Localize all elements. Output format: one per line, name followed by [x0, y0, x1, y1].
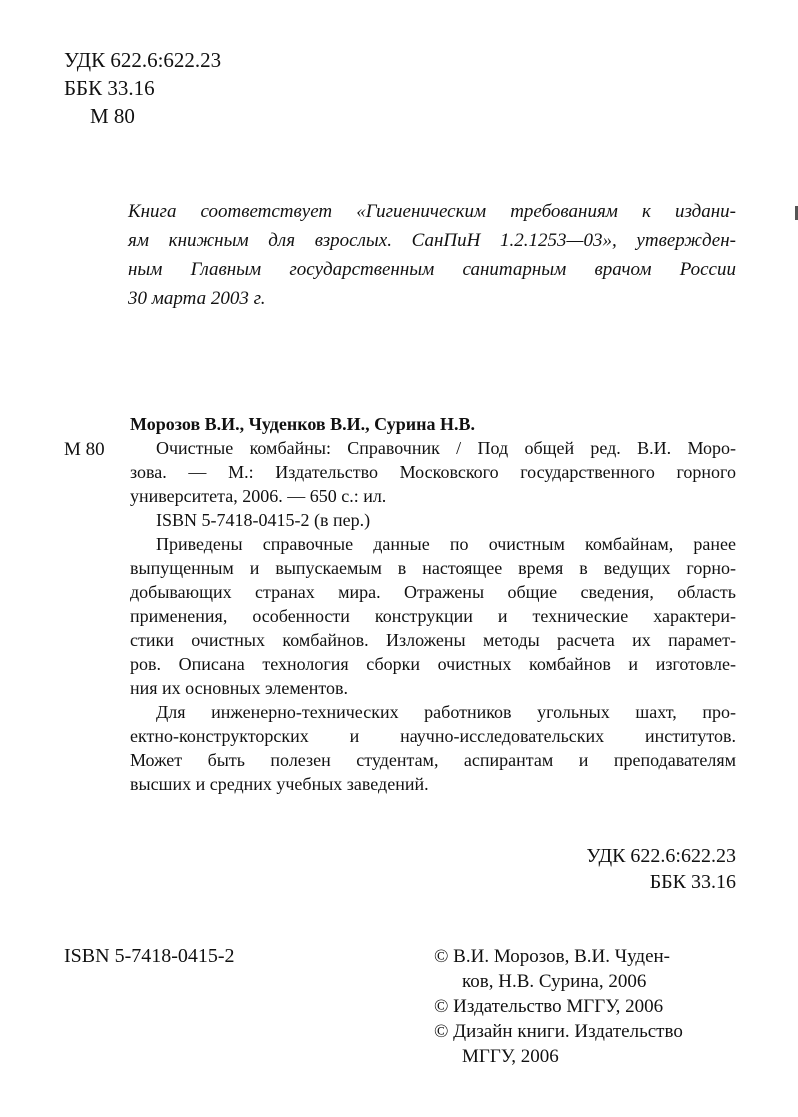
copyright-line: © Издательство МГГУ, 2006 — [434, 996, 664, 1017]
copyright-line: © Дизайн книги. Издательство — [434, 1021, 683, 1042]
author-separator: , — [239, 414, 249, 434]
hygiene-compliance-note — [128, 197, 736, 313]
catalog-isbn: ISBN 5-7418-0415-2 (в пер.) — [156, 510, 371, 530]
catalog-authors — [130, 412, 736, 436]
abstract-line: добывающих странах мира. Отражены общие сведения, область — [130, 582, 736, 602]
title-line: Очистные комбайны: Справочник / Под общей ред. В.И. Моро- — [156, 438, 736, 458]
title-line: университета, 2006. — 650 с.: ил. — [130, 486, 387, 506]
author-1: Морозов В.И. — [130, 414, 240, 434]
catalog-author-mark: М 80 — [64, 439, 105, 460]
abstract-line: применения, особенности конструкции и технические характери- — [130, 606, 736, 626]
hygiene-line: 30 марта 2003 г. — [128, 288, 266, 309]
abstract-line: стики очистных комбайнов. Изложены методы расчета их парамет- — [130, 630, 736, 650]
top-bbk-code: ББК 33.16 — [64, 76, 155, 100]
top-classification-codes — [64, 46, 221, 130]
bottom-isbn: ISBN 5-7418-0415-2 — [64, 945, 235, 967]
author-3: Сурина Н.В. — [374, 414, 475, 434]
hygiene-line: ям книжным для взрослых. СанПиН 1.2.1253—03», утвержден- — [128, 230, 736, 251]
copyright-line: МГГУ, 2006 — [462, 1046, 559, 1067]
catalog-card — [130, 412, 736, 796]
audience-line: ектно-конструкторских и научно-исследовательских институтов. — [130, 726, 736, 746]
audience-line: Для инженерно-технических работников угольных шахт, про- — [156, 702, 736, 722]
bottom-bbk-code: ББК 33.16 — [649, 871, 736, 893]
bottom-udk-code: УДК 622.6:622.23 — [586, 845, 736, 867]
top-author-mark: М 80 — [90, 104, 135, 128]
audience-line: Может быть полезен студентам, аспирантам и преподавателям — [130, 750, 736, 770]
abstract-line: ния их основных элементов. — [130, 678, 348, 698]
title-line: зова. — М.: Издательство Московского государственного горного — [130, 462, 736, 482]
copyright-line: © В.И. Морозов, В.И. Чуден- — [434, 946, 671, 967]
abstract-line: выпущенным и выпускаемым в настоящее время в ведущих горно- — [130, 558, 736, 578]
abstract-line: ров. Описана технология сборки очистных комбайнов и изготовле- — [130, 654, 736, 674]
bottom-classification-codes — [586, 843, 736, 895]
hygiene-line: ным Главным государственным санитарным врачом России — [128, 259, 736, 280]
copyright-block — [434, 944, 683, 1069]
copyright-line: ков, Н.В. Сурина, 2006 — [462, 971, 647, 992]
abstract-line: Приведены справочные данные по очистным комбайнам, ранее — [156, 534, 736, 554]
audience-line: высших и средних учебных заведений. — [130, 774, 429, 794]
author-separator: , — [365, 414, 375, 434]
top-udk-code: УДК 622.6:622.23 — [64, 48, 222, 72]
author-2: Чуденков В.И. — [248, 414, 366, 434]
hygiene-line: Книга соответствует «Гигиеническим требованиям к издани- — [128, 201, 736, 222]
